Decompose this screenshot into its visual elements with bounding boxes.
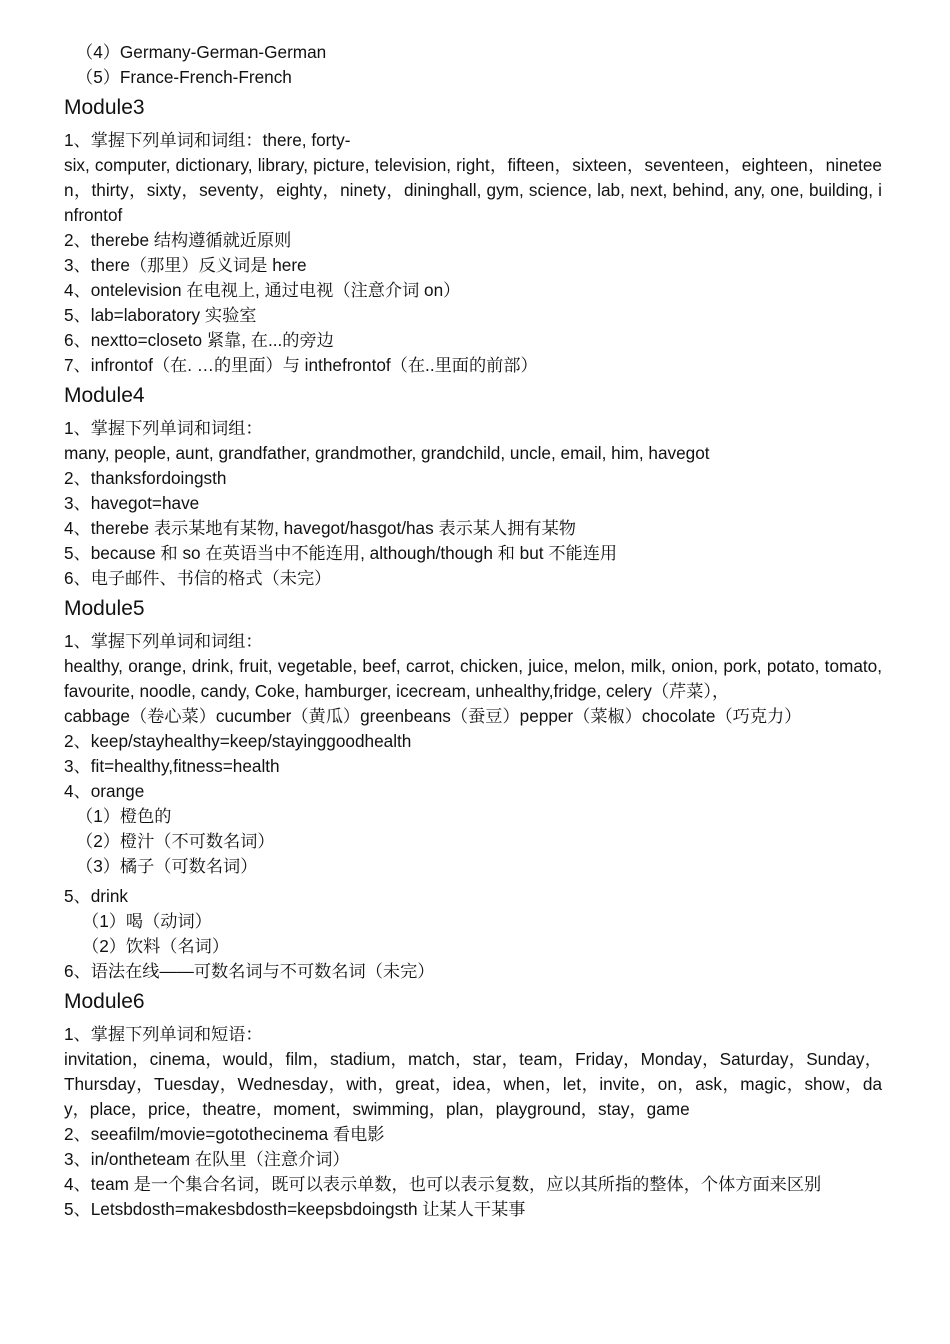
module5-item-2: 2、keep/stayhealthy=keep/stayinggoodhealth [64, 731, 412, 751]
module3-item-2: 2、therebe 结构遵循就近原则 [64, 230, 292, 250]
module5-heading: Module5 [64, 597, 145, 620]
module3-item-7: 7、infrontof（在. …的里面）与 inthefrontof（在..里面的前部） [64, 355, 538, 375]
list-item: （5）France-French-French [76, 67, 292, 87]
module4-heading: Module4 [64, 384, 145, 407]
orange-sub-item: （1）橙色的 [76, 806, 172, 826]
module4-word-list: many, people, aunt, grandfather, grandmother, grandchild, uncle, email, him, havegot [64, 443, 710, 463]
module3-item-6: 6、nextto=closeto 紧靠, 在...的旁边 [64, 330, 334, 350]
orange-sub-item: （3）橘子（可数名词） [76, 856, 258, 876]
module3-heading: Module3 [64, 96, 145, 119]
module5-item-6: 6、语法在线——可数名词与不可数名词（未完） [64, 961, 435, 981]
module6-item-4: 4、team 是一个集合名词，既可以表示单数，也可以表示复数，应以其所指的整体，个体方面来区别 [64, 1174, 822, 1194]
module4-item-1: 1、掌握下列单词和词组： [64, 418, 263, 438]
module4-item-5: 5、because 和 so 在英语当中不能连用, although/though 和 but 不能连用 [64, 543, 618, 563]
module5-item-1: 1、掌握下列单词和词组： [64, 631, 263, 651]
module4-item-6: 6、电子邮件、书信的格式（未完） [64, 568, 332, 588]
document-page [64, 40, 882, 1222]
module6-item-3: 3、in/ontheteam 在队里（注意介词） [64, 1149, 350, 1169]
module3-item-4: 4、ontelevision 在电视上, 通过电视（注意介词 on） [64, 280, 461, 300]
module5-word-list: healthy, orange, drink, fruit, vegetable, beef, carrot, chicken, juice, melon, milk, onion, pork, potato, tomato, favourite, noodle, candy, Coke, hamburger, icecream, unhealthy,fridge, celery（芹菜）， [64, 656, 882, 701]
module6-item-5: 5、Letsbdosth=makesbdosth=keepsbdoingsth 让某人干某事 [64, 1199, 526, 1219]
module5-item-3: 3、fit=healthy,fitness=health [64, 756, 280, 776]
module6-word-list: invitation，cinema，would，film，stadium，match，star，team，Friday，Monday，Saturday，Sunday，Thursday，Tuesday，Wednesday，with，great，idea，when，let，invite，on，ask，magic，show，day，place，price，theatre，moment，swimming，plan，playground，stay，game [64, 1049, 882, 1119]
module6-item-1: 1、掌握下列单词和短语： [64, 1024, 263, 1044]
module4-item-2: 2、thanksfordoingsth [64, 468, 227, 488]
drink-sub-item: （1）喝（动词） [82, 911, 212, 931]
module3-word-list: six, computer, dictionary, library, picture, television, right，fifteen，sixteen，seventeen，eighteen，nineteen，thirty，sixty，seventy，eighty，ninety，dininghall, gym, science, lab, next, behind, any, one, building, infrontof [64, 155, 882, 225]
orange-sub-item: （2）橙汁（不可数名词） [76, 831, 275, 851]
module6-heading: Module6 [64, 990, 145, 1013]
module3-item-1: 1、掌握下列单词和词组：there, forty- [64, 130, 351, 150]
module3-item-3: 3、there（那里）反义词是 here [64, 255, 307, 275]
module4-item-3: 3、havegot=have [64, 493, 200, 513]
module6-item-2: 2、seeafilm/movie=gotothecinema 看电影 [64, 1124, 385, 1144]
drink-sub-item: （2）饮料（名词） [82, 936, 230, 956]
list-item: （4）Germany-German-German [76, 42, 327, 62]
module5-item-4: 4、orange [64, 781, 145, 801]
module4-item-4: 4、therebe 表示某地有某物, havegot/hasgot/has 表示某人拥有某物 [64, 518, 576, 538]
module3-item-5: 5、lab=laboratory 实验室 [64, 305, 257, 325]
module5-word-list-cont: cabbage（卷心菜）cucumber（黄瓜）greenbeans（蚕豆）pepper（菜椒）chocolate（巧克力） [64, 706, 802, 726]
module5-item-5: 5、drink [64, 886, 129, 906]
